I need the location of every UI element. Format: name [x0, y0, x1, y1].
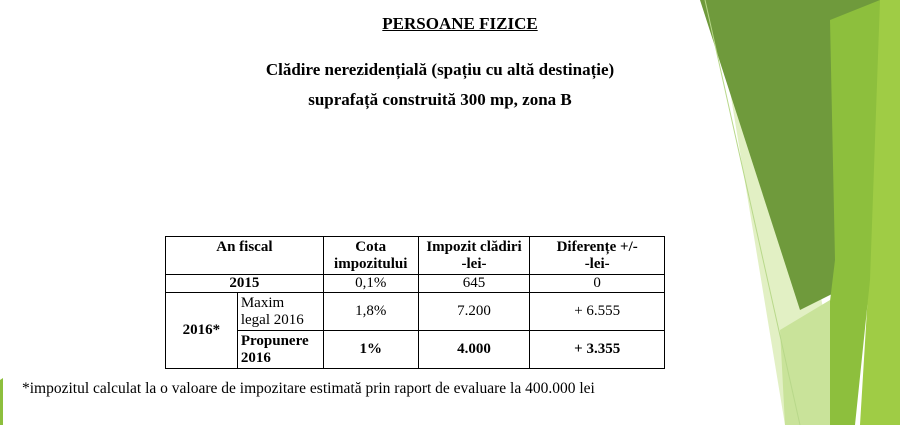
header-diferente-line2: -lei-: [584, 255, 610, 272]
cell-diferenta-maxim: + 6.555: [530, 293, 665, 331]
cell-label-propunere: [237, 331, 323, 369]
header-cota: [323, 237, 418, 275]
tax-table: [165, 236, 665, 369]
label-maxim-line1: Maxim: [240, 294, 285, 311]
table-row: [166, 331, 665, 369]
page-title: PERSOANE FIZICE: [382, 14, 538, 33]
cell-impozit-2015: 645: [418, 275, 530, 293]
cell-diferenta-2015: 0: [530, 275, 665, 293]
cell-year-2016: 2016*: [166, 293, 238, 369]
cell-label-maxim: [237, 293, 323, 331]
subtitle-line1: Clădire nerezidențială (spațiu cu altă destinație): [265, 60, 615, 79]
cell-diferenta-propunere: + 3.355: [530, 331, 665, 369]
table-header-row: [166, 237, 665, 275]
header-impozit-line1: Impozit clădiri: [426, 238, 522, 255]
header-cota-line1: Cota: [355, 238, 387, 255]
header-diferente-line1: Diferențe +/-: [556, 238, 638, 255]
header-diferente: [530, 237, 665, 275]
cell-impozit-propunere: 4.000: [418, 331, 530, 369]
label-propunere-line1: Propunere: [240, 332, 309, 349]
header-impozit: [418, 237, 530, 275]
table-row: [166, 275, 665, 293]
header-an-fiscal: An fiscal: [166, 237, 324, 275]
cell-cota-propunere: 1%: [323, 331, 418, 369]
cell-cota-2015: 0,1%: [323, 275, 418, 293]
left-edge-accent: [0, 378, 3, 425]
table-row: [166, 293, 665, 331]
cell-impozit-maxim: 7.200: [418, 293, 530, 331]
cell-year-2015: 2015: [166, 275, 324, 293]
header-impozit-line2: -lei-: [461, 255, 487, 272]
footnote: *impozitul calculat la o valoare de impozitare estimată prin raport de evaluare la 400.000 lei: [22, 380, 595, 397]
subtitle-line2: suprafață construită 300 mp, zona B: [308, 90, 572, 109]
label-propunere-line2: 2016: [240, 349, 271, 366]
cell-cota-maxim: 1,8%: [323, 293, 418, 331]
header-cota-line2: impozitului: [334, 255, 408, 272]
label-maxim-line2: legal 2016: [240, 311, 304, 328]
